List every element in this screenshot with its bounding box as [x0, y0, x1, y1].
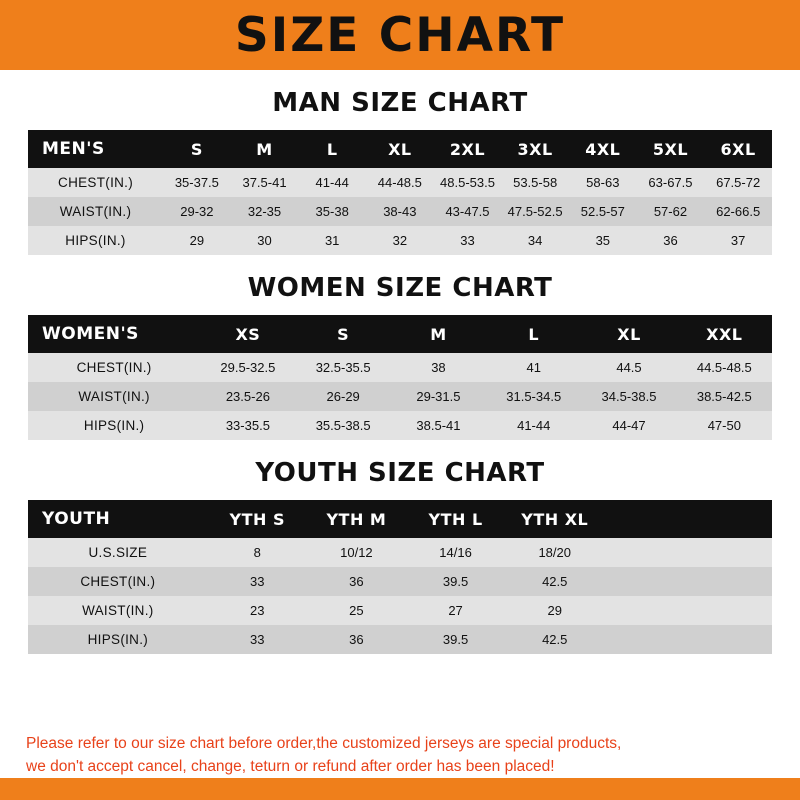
footer-note	[0, 722, 800, 779]
men-size-table	[28, 130, 772, 255]
cell: 33	[460, 233, 475, 248]
cell: 37.5-41	[242, 175, 287, 190]
cell: 18/20	[538, 545, 571, 560]
cell-empty	[604, 625, 772, 654]
section-title-women: WOMEN SIZE CHART	[247, 273, 553, 303]
cell: 53.5-58	[513, 175, 558, 190]
women-size-table	[28, 315, 772, 440]
table-row	[28, 567, 772, 596]
cell: 67.5-72	[716, 175, 761, 190]
table-row	[28, 596, 772, 625]
table-row	[28, 353, 772, 382]
table-header-row	[28, 500, 772, 538]
cell: 10/12	[340, 545, 373, 560]
column-header: MEN'S	[42, 139, 105, 159]
footer-note-line-2: we don't accept cancel, change, teturn or refund after order has been placed!	[26, 757, 555, 775]
cell: 23	[250, 603, 265, 618]
column-header: XXL	[706, 324, 743, 344]
cell: 35.5-38.5	[315, 418, 371, 433]
column-header: L	[528, 324, 540, 344]
row-label: WAIST(IN.)	[59, 204, 132, 219]
cell: 38-43	[383, 204, 417, 219]
cell: 36	[349, 632, 364, 647]
cell: 32-35	[247, 204, 282, 219]
cell: 35-37.5	[174, 175, 219, 190]
row-label: HIPS(IN.)	[83, 418, 145, 433]
cell: 29-32	[180, 204, 214, 219]
row-label: CHEST(IN.)	[58, 175, 134, 190]
cell: 58-63	[586, 175, 620, 190]
column-header: YOUTH	[42, 509, 111, 529]
spacer	[28, 654, 772, 660]
cell: 38.5-41	[416, 418, 461, 433]
cell: 44-48.5	[377, 175, 422, 190]
cell: 33	[250, 632, 265, 647]
column-header: L	[326, 139, 338, 159]
page-banner	[0, 0, 800, 70]
cell: 8	[253, 545, 261, 560]
cell: 39.5	[442, 574, 469, 589]
cell: 47-50	[707, 418, 741, 433]
column-header: XL	[388, 139, 412, 159]
cell: 47.5-52.5	[507, 204, 563, 219]
row-label: WAIST(IN.)	[82, 603, 154, 618]
column-header: YTH M	[326, 509, 387, 529]
row-label: CHEST(IN.)	[80, 574, 156, 589]
table-row	[28, 197, 772, 226]
cell: 26-29	[326, 389, 360, 404]
column-header: S	[190, 139, 203, 159]
cell: 48.5-53.5	[440, 175, 495, 190]
column-header: XS	[235, 324, 261, 344]
cell: 63-67.5	[648, 175, 693, 190]
section-title-men: MAN SIZE CHART	[272, 88, 528, 118]
cell: 57-62	[653, 204, 688, 219]
column-header: 2XL	[449, 139, 486, 159]
row-label: U.S.SIZE	[88, 545, 148, 560]
column-header: 3XL	[517, 139, 553, 159]
column-header: 6XL	[720, 139, 756, 159]
cell: 29-31.5	[416, 389, 461, 404]
cell: 31	[324, 233, 340, 248]
cell: 33	[250, 574, 265, 589]
cell: 44-47	[612, 418, 646, 433]
footer-note-line-1: Please refer to our size chart before order,the customized jerseys are special products,	[26, 734, 622, 752]
cell: 42.5	[542, 632, 568, 647]
cell: 44.5-48.5	[696, 360, 752, 375]
column-header: M	[430, 324, 447, 344]
cell: 34	[527, 233, 543, 248]
cell-empty	[604, 567, 772, 596]
row-label: CHEST(IN.)	[76, 360, 152, 375]
column-header: S	[337, 324, 350, 344]
cell: 41-44	[315, 175, 349, 190]
cell: 36	[349, 574, 364, 589]
cell: 35-38	[315, 204, 349, 219]
table-row	[28, 168, 772, 197]
cell: 38.5-42.5	[696, 389, 752, 404]
cell: 62-66.5	[716, 204, 761, 219]
cell: 37	[730, 233, 746, 248]
cell: 42.5	[542, 574, 568, 589]
cell: 52.5-57	[580, 204, 625, 219]
table-header-row	[28, 315, 772, 353]
column-header: YTH XL	[521, 509, 589, 529]
cell: 44.5	[616, 360, 642, 375]
cell: 30	[257, 233, 272, 248]
row-label: HIPS(IN.)	[65, 233, 126, 248]
section-title-youth: YOUTH SIZE CHART	[255, 458, 545, 488]
cell: 23.5-26	[225, 389, 270, 404]
column-header: YTH L	[428, 509, 483, 529]
cell: 29	[547, 603, 562, 618]
cell: 32	[392, 233, 408, 248]
column-header: M	[256, 139, 273, 159]
table-row	[28, 411, 772, 440]
column-header: 5XL	[652, 139, 689, 159]
cell: 38	[431, 360, 446, 375]
table-row	[28, 625, 772, 654]
row-label: WAIST(IN.)	[78, 389, 150, 404]
column-header: YTH S	[229, 509, 285, 529]
cell: 35	[595, 233, 611, 248]
cell: 29.5-32.5	[220, 360, 276, 375]
cell: 39.5	[442, 632, 469, 647]
cell: 36	[663, 233, 678, 248]
cell-empty	[604, 596, 772, 625]
column-header: WOMEN'S	[42, 324, 139, 344]
table-row	[28, 382, 772, 411]
table-header-row	[28, 130, 772, 168]
bottom-bar	[0, 778, 800, 800]
cell: 34.5-38.5	[601, 389, 657, 404]
cell-empty	[604, 538, 772, 567]
cell: 32.5-35.5	[315, 360, 371, 375]
cell: 27	[448, 603, 463, 618]
cell: 41	[526, 360, 541, 375]
column-header: XL	[617, 324, 641, 344]
cell: 33-35.5	[225, 418, 270, 433]
cell: 14/16	[439, 545, 472, 560]
table-row	[28, 226, 772, 255]
table-row	[28, 538, 772, 567]
cell: 31.5-34.5	[506, 389, 562, 404]
row-label: HIPS(IN.)	[87, 632, 149, 647]
cell: 43-47.5	[445, 204, 490, 219]
cell: 25	[349, 603, 364, 618]
cell: 41-44	[517, 418, 551, 433]
cell: 29	[189, 233, 205, 248]
youth-size-table	[28, 500, 772, 654]
page-title: SIZE CHART	[234, 7, 566, 63]
chart-content	[0, 70, 800, 722]
column-header-spacer	[604, 500, 772, 538]
column-header: 4XL	[585, 139, 621, 159]
